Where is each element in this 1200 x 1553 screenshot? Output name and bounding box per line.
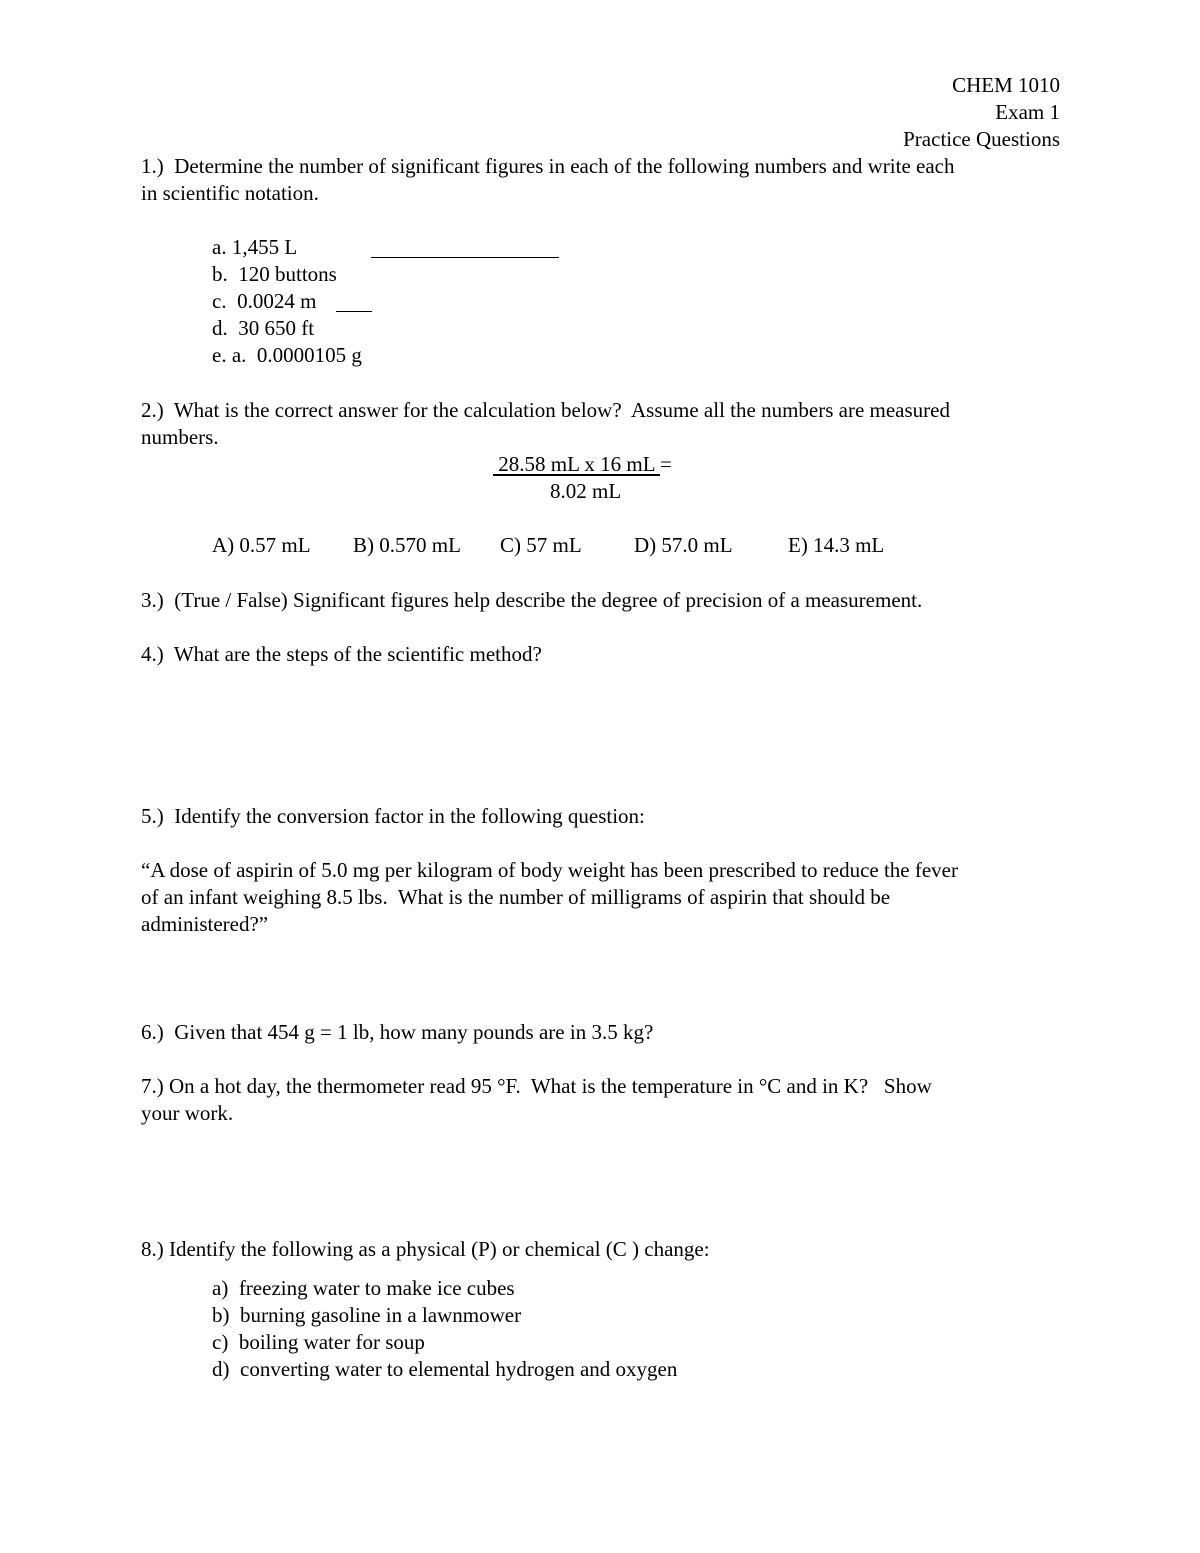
q5-quote-line1: “A dose of aspirin of 5.0 mg per kilogram of body weight has been prescribed to reduce the fever xyxy=(141,858,958,882)
q7-line1: 7.) On a hot day, the thermometer read 95 °F. What is the temperature in °C and in K? Show xyxy=(141,1074,932,1098)
q8-item-b: b) burning gasoline in a lawnmower xyxy=(212,1303,522,1327)
q3-text: 3.) (True / False) Significant figures help describe the degree of precision of a measurement. xyxy=(141,588,923,612)
q1-item-e: e. a. 0.0000105 g xyxy=(212,343,362,367)
q6-text: 6.) Given that 454 g = 1 lb, how many pounds are in 3.5 kg? xyxy=(141,1020,654,1044)
q2-choice-a: A) 0.57 mL xyxy=(212,533,311,557)
q5-quote-line2: of an infant weighing 8.5 lbs. What is the number of milligrams of aspirin that should be xyxy=(141,885,891,909)
q5-line1: 5.) Identify the conversion factor in the following question: xyxy=(141,804,645,828)
q2-choice-b: B) 0.570 mL xyxy=(353,533,461,557)
q2-choice-e: E) 14.3 mL xyxy=(788,533,885,557)
practice-subtitle: Practice Questions xyxy=(903,127,1060,151)
exam-title: Exam 1 xyxy=(995,100,1060,124)
q2-fraction-denominator: 8.02 mL xyxy=(550,479,622,503)
q8-item-a: a) freezing water to make ice cubes xyxy=(212,1276,515,1300)
q1-item-a: a. 1,455 L xyxy=(212,235,298,259)
q1-answer-blank-a xyxy=(371,257,559,258)
q7-line2: your work. xyxy=(141,1101,234,1125)
q1-item-c: c. 0.0024 m xyxy=(212,289,317,313)
q1-answer-blank-c xyxy=(336,311,372,312)
q1-line2: in scientific notation. xyxy=(141,181,319,205)
q8-item-c: c) boiling water for soup xyxy=(212,1330,425,1354)
q1-item-b: b. 120 buttons xyxy=(212,262,337,286)
q2-line2: numbers. xyxy=(141,425,219,449)
course-title: CHEM 1010 xyxy=(952,73,1060,97)
q2-numerator-text: 28.58 mL x 16 mL xyxy=(493,452,661,476)
q2-fraction-numerator xyxy=(493,451,672,478)
q8-line1: 8.) Identify the following as a physical (P) or chemical (C ) change: xyxy=(141,1237,710,1261)
q2-choice-c: C) 57 mL xyxy=(500,533,582,557)
q8-item-d: d) converting water to elemental hydrogen and oxygen xyxy=(212,1357,678,1381)
q1-line1: 1.) Determine the number of significant figures in each of the following numbers and write each xyxy=(141,154,955,178)
q1-item-d: d. 30 650 ft xyxy=(212,316,315,340)
q2-choice-d: D) 57.0 mL xyxy=(634,533,733,557)
q2-line1: 2.) What is the correct answer for the calculation below? Assume all the numbers are measured xyxy=(141,398,950,422)
q4-text: 4.) What are the steps of the scientific method? xyxy=(141,642,542,666)
q2-equals-sign: = xyxy=(660,452,672,476)
q5-quote-line3: administered?” xyxy=(141,912,269,936)
